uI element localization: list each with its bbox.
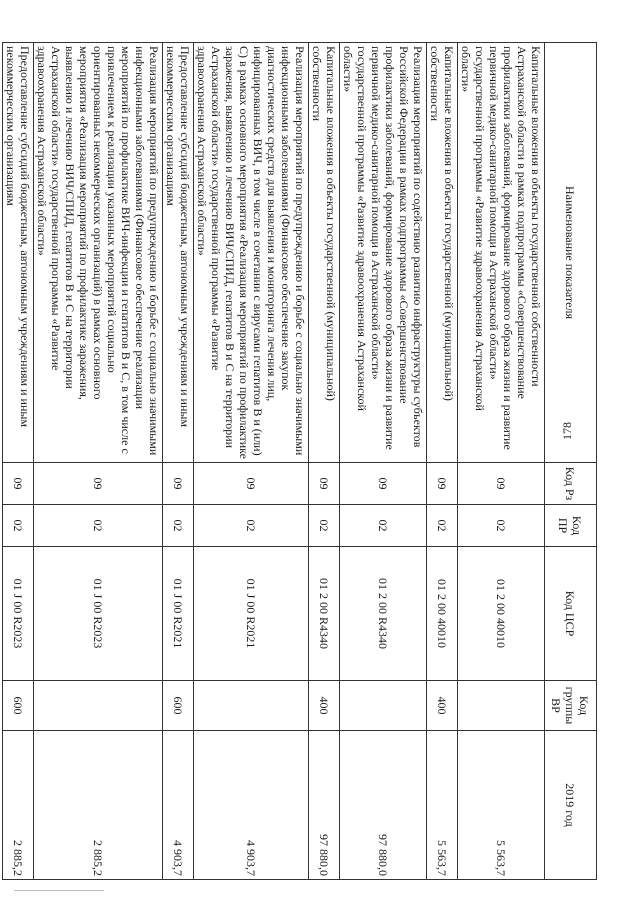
row-name: Предоставление субсидий бюджетным, автономным учреждениям и иным некоммерческим организациям <box>163 43 194 463</box>
row-name: Реализация мероприятий по содействию развитию инфраструктуры субъектов Российской Федерации в рамках подпрограммы «Совершенствование профилактики заболеваний, формирование здорового образа жизни и развитие первичной медико-санитарной помощи в Астраханской области» государственной программы «Развитие здравоохранения Астраханской области» <box>340 43 427 463</box>
row-vr <box>194 681 309 731</box>
row-vr <box>34 681 163 731</box>
table-row <box>3 43 34 880</box>
row-csr: 01 J 00 R2021 <box>194 547 309 681</box>
row-name: Предоставление субсидий бюджетным, автономным учреждениям и иным некоммерческим организациям <box>3 43 34 463</box>
row-pr: 02 <box>3 505 34 547</box>
row-name: Капитальные вложения в объекты государственной собственности Астраханской области в рамках подпрограммы «Совершенствование профилактики заболеваний, формирование здорового образа жизни и развитие первичной медико-санитарной помощи в Астраханской области» государственной программы «Развитие здравоохранения Астраханской области» <box>458 43 545 463</box>
table-row <box>340 43 427 880</box>
row-vr <box>458 681 545 731</box>
table-row <box>163 43 194 880</box>
row-amount: 5 563,7 <box>458 731 545 880</box>
row-csr: 01 J 00 R2021 <box>163 547 194 681</box>
row-pr: 02 <box>458 505 545 547</box>
footer-rule <box>14 890 104 891</box>
row-pr: 02 <box>340 505 427 547</box>
table-row <box>34 43 163 880</box>
row-csr: 01 2 00 40010 <box>458 547 545 681</box>
row-vr: 400 <box>309 681 340 731</box>
row-vr: 600 <box>163 681 194 731</box>
table-row <box>458 43 545 880</box>
row-rz: 09 <box>340 463 427 505</box>
row-pr: 02 <box>194 505 309 547</box>
table-header-row <box>545 43 597 880</box>
row-vr: 600 <box>3 681 34 731</box>
header-year: 2019 год <box>545 731 597 880</box>
row-amount: 2 885,2 <box>3 731 34 880</box>
page-number: 178 <box>560 422 574 440</box>
row-rz: 09 <box>163 463 194 505</box>
row-name: Реализация мероприятий по предупреждению и борьбе с социально значимыми инфекционными заболеваниями (Финансовое обеспечение закупок диагностических средств для выявления и мониторинга лечения лиц, инфицированных ВИЧ, в том числе в сочетании с вирусами гепатитов В и (или) С) в рамках основного мероприятия «Реализация мероприятий по профилактике заражения, выявлению и лечению ВИЧ/СПИД, гепатитов В и С на территории Астраханской области» государственной программы «Развитие здравоохранения Астраханской области» <box>194 43 309 463</box>
row-name: Капитальные вложения в объекты государственной (муниципальной) собственности <box>309 43 340 463</box>
budget-table <box>2 42 597 880</box>
header-pr: Код ПР <box>545 505 597 547</box>
table-row <box>194 43 309 880</box>
row-csr: 01 J 00 R2023 <box>3 547 34 681</box>
header-vr: Код группы ВР <box>545 681 597 731</box>
row-amount: 2 885,2 <box>34 731 163 880</box>
row-csr: 01 2 00 R4340 <box>309 547 340 681</box>
row-vr: 400 <box>427 681 458 731</box>
row-rz: 09 <box>427 463 458 505</box>
row-vr <box>340 681 427 731</box>
row-csr: 01 2 00 40010 <box>427 547 458 681</box>
row-amount: 4 903,7 <box>163 731 194 880</box>
table-row <box>427 43 458 880</box>
row-rz: 09 <box>3 463 34 505</box>
row-rz: 09 <box>34 463 163 505</box>
row-pr: 02 <box>34 505 163 547</box>
row-pr: 02 <box>163 505 194 547</box>
row-csr: 01 2 00 R4340 <box>340 547 427 681</box>
row-amount: 5 563,7 <box>427 731 458 880</box>
header-csr: Код ЦСР <box>545 547 597 681</box>
row-name: Капитальные вложения в объекты государственной (муниципальной) собственности <box>427 43 458 463</box>
row-amount: 97 880,0 <box>340 731 427 880</box>
budget-table-wrapper <box>4 42 597 879</box>
row-rz: 09 <box>194 463 309 505</box>
row-name: Реализация мероприятий по предупреждению и борьбе с социально значимыми инфекционными заболеваниями (Финансовое обеспечение реализации мероприятий по профилактике ВИЧ-инфекции и гепатитов В и С, в том числе с привлечением к реализации указанных мероприятий социально ориентированных некоммерческих организаций) в рамках основного мероприятия «Реализация мероприятий по профилактике заражения, выявлению и лечению ВИЧ/СПИД, гепатитов В и С на территории Астраханской области» государственной программы «Развитие здравоохранения Астраханской области» <box>34 43 163 463</box>
row-csr: 01 J 00 R2023 <box>34 547 163 681</box>
header-rz: Код Рз <box>545 463 597 505</box>
row-pr: 02 <box>427 505 458 547</box>
row-rz: 09 <box>309 463 340 505</box>
table-row <box>309 43 340 880</box>
row-amount: 4 903,7 <box>194 731 309 880</box>
row-rz: 09 <box>458 463 545 505</box>
header-name: Наименование показателя <box>545 43 597 463</box>
row-amount: 97 880,0 <box>309 731 340 880</box>
row-pr: 02 <box>309 505 340 547</box>
